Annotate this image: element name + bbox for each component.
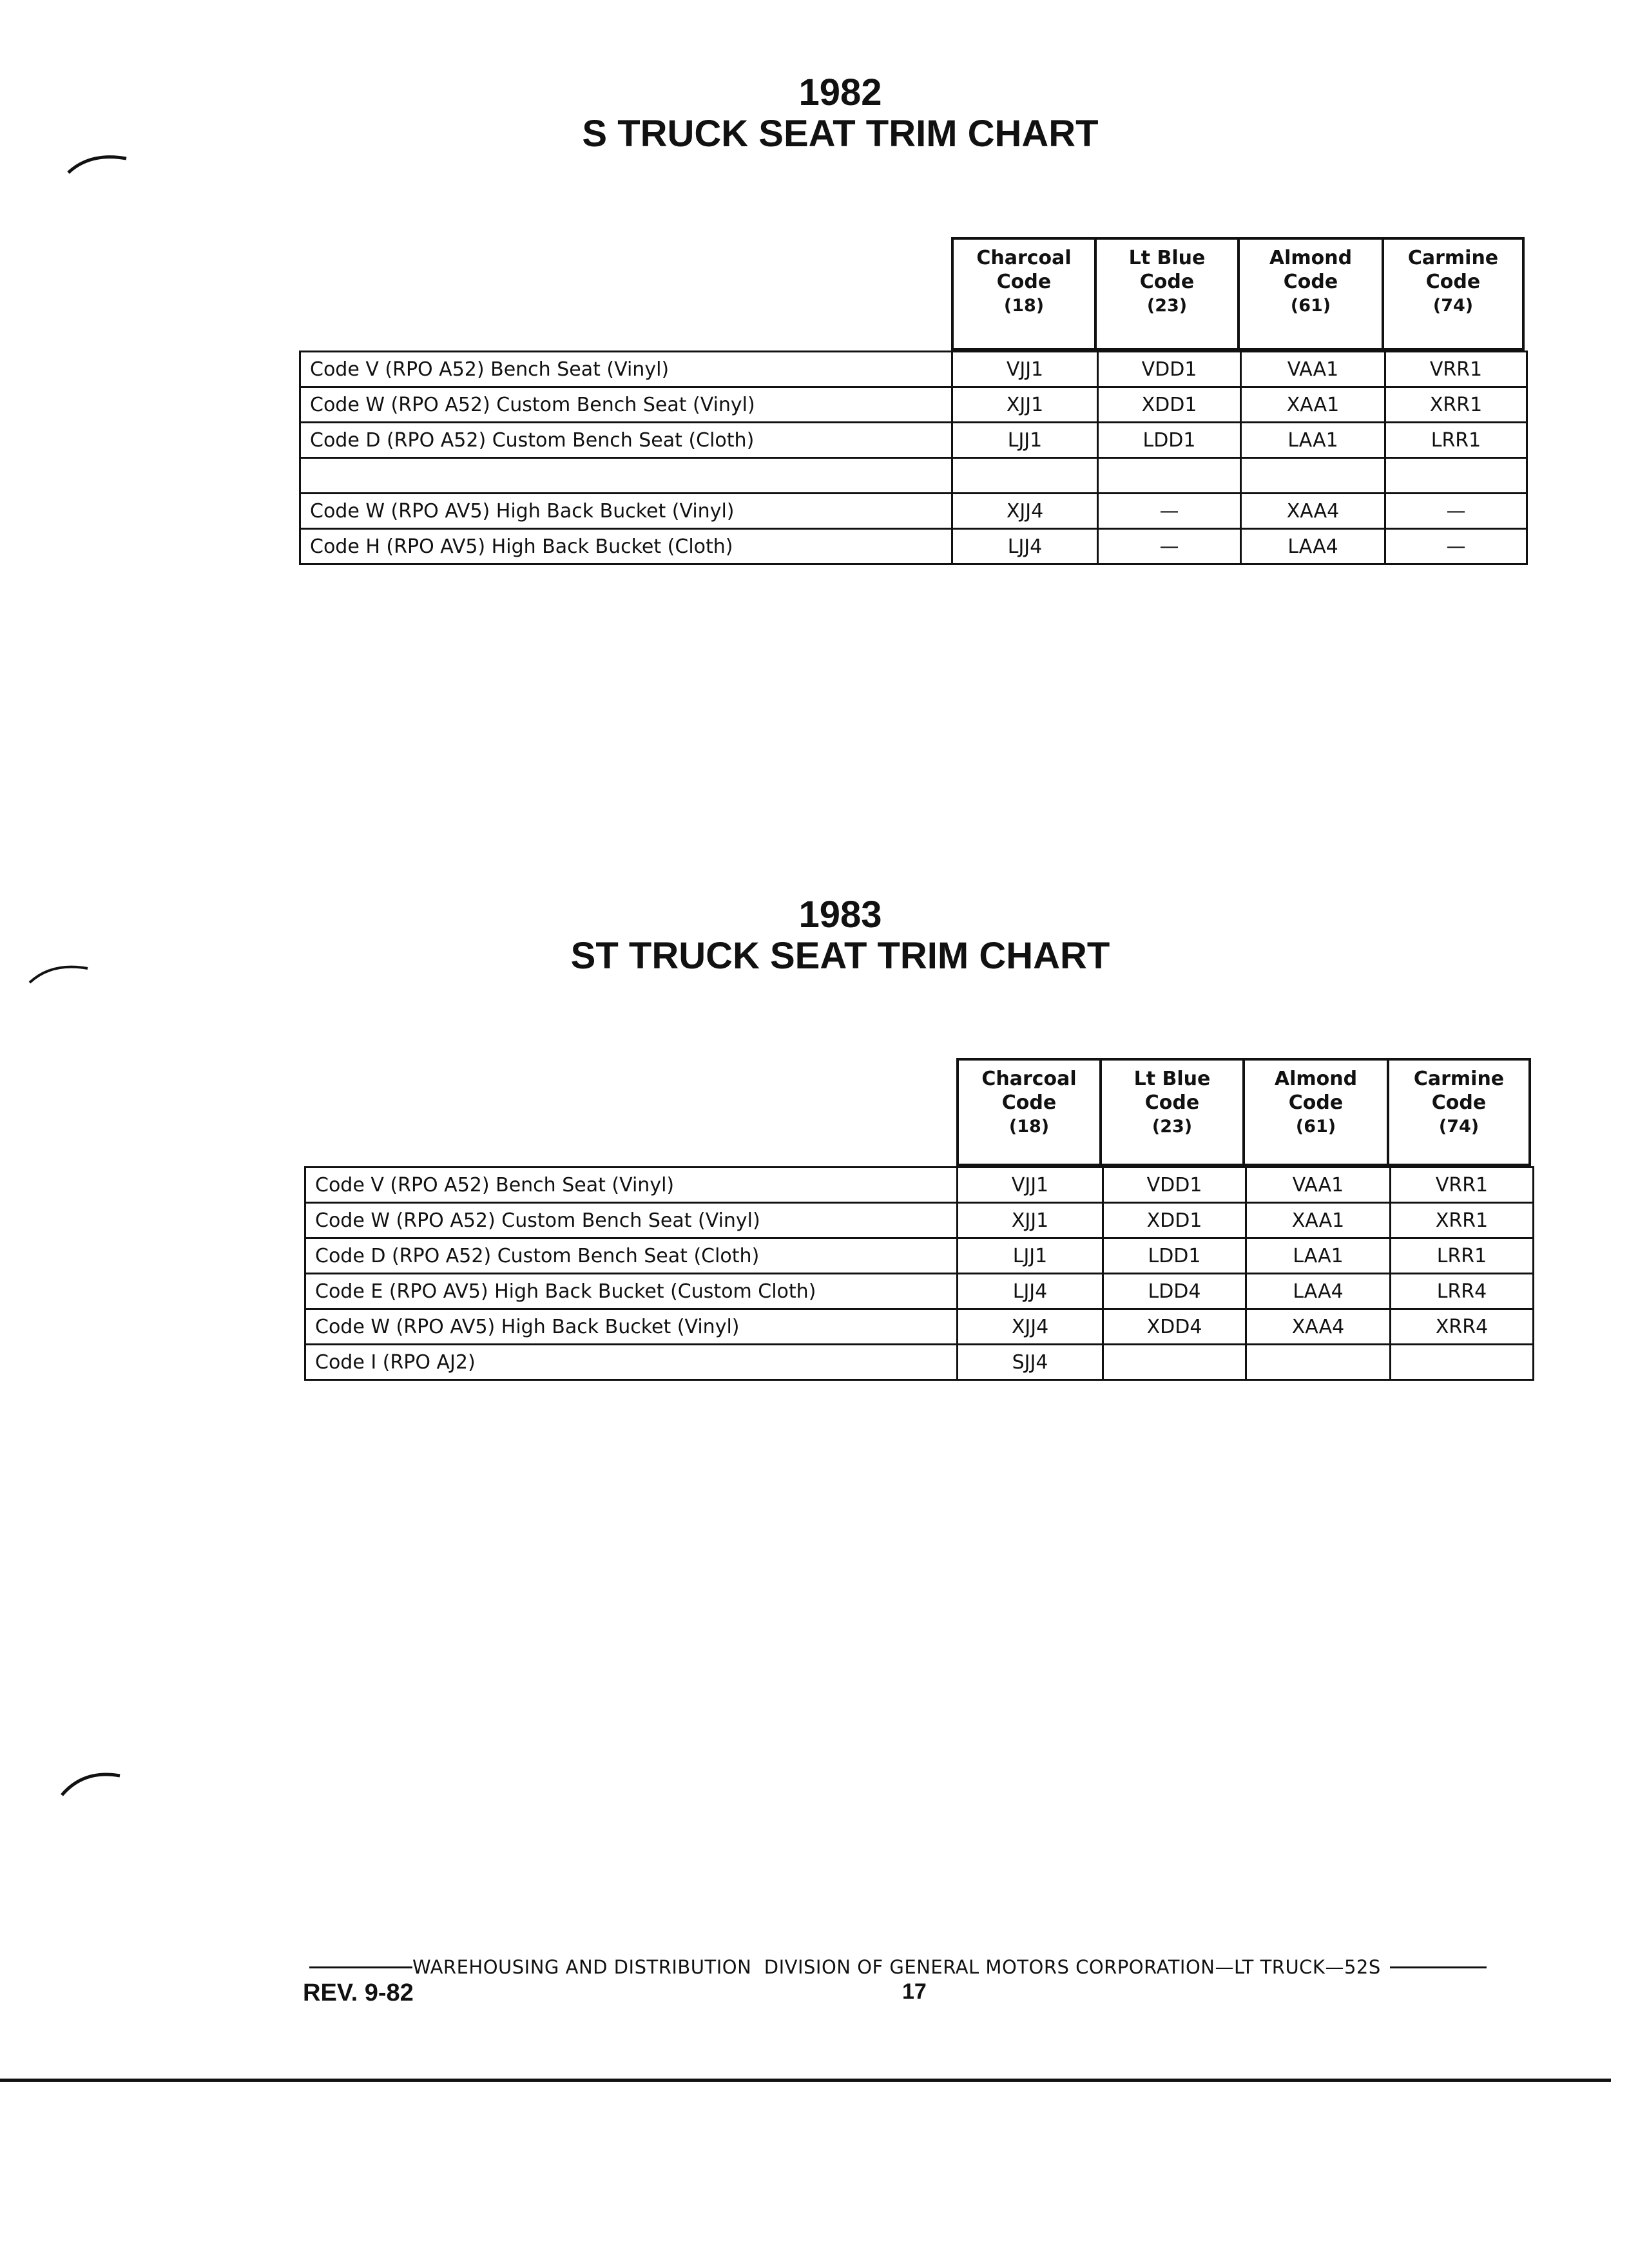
footer-text: WAREHOUSING AND DISTRIBUTION DIVISION OF GENERAL MOTORS CORPORATION—LT TRUCK—52S (412, 1956, 1381, 1978)
row-label: Code W (RPO A52) Custom Bench Seat (Vinyl) (300, 387, 952, 423)
chart-1982-column-header (951, 237, 1525, 351)
trim-code-cell (1098, 458, 1241, 494)
trim-code-cell: LAA4 (1246, 1274, 1391, 1309)
trim-code-cell: XJJ1 (958, 1203, 1103, 1238)
trim-code-cell: XJJ4 (952, 494, 1098, 529)
trim-code-cell: VRR1 (1391, 1168, 1534, 1203)
table-row (305, 1309, 1534, 1345)
trim-code-cell: LDD4 (1103, 1274, 1246, 1309)
footer-dash-right (1390, 1966, 1487, 1968)
table-row (305, 1238, 1534, 1274)
trim-code-cell (1391, 1345, 1534, 1380)
footer-line (309, 1956, 1540, 1978)
trim-code-cell: — (1098, 494, 1241, 529)
column-header-lt-blue: Lt Blue Code (23) (1097, 237, 1240, 351)
row-label (300, 458, 952, 494)
table-row (300, 352, 1527, 387)
trim-code-cell: VAA1 (1241, 352, 1385, 387)
trim-code-cell: XRR1 (1391, 1203, 1534, 1238)
trim-code-cell: — (1385, 494, 1527, 529)
chart-1983-table (304, 1166, 1534, 1381)
column-header-carmine: Carmine Code (74) (1384, 237, 1525, 351)
trim-code-cell: LAA4 (1241, 529, 1385, 564)
trim-code-cell: — (1098, 529, 1241, 564)
table-row (305, 1203, 1534, 1238)
column-header-almond: Almond Code (61) (1245, 1058, 1389, 1166)
trim-code-cell: — (1385, 529, 1527, 564)
column-header-almond: Almond Code (61) (1240, 237, 1384, 351)
chart-1982-title: S TRUCK SEAT TRIM CHART (582, 113, 1099, 155)
trim-code-cell: XAA1 (1241, 387, 1385, 423)
trim-code-cell: XDD4 (1103, 1309, 1246, 1345)
table-row (300, 494, 1527, 529)
trim-code-cell: LJJ4 (952, 529, 1098, 564)
trim-code-cell: LAA1 (1246, 1238, 1391, 1274)
chart-1983-column-header (956, 1058, 1531, 1166)
table-row (300, 529, 1527, 564)
bottom-rule (0, 2079, 1611, 2082)
table-row (300, 387, 1527, 423)
table-row (300, 458, 1527, 494)
row-label: Code W (RPO AV5) High Back Bucket (Vinyl) (300, 494, 952, 529)
row-label: Code E (RPO AV5) High Back Bucket (Custom Cloth) (305, 1274, 958, 1309)
trim-code-cell: VDD1 (1103, 1168, 1246, 1203)
trim-code-cell: VAA1 (1246, 1168, 1391, 1203)
row-label: Code D (RPO A52) Custom Bench Seat (Cloth) (305, 1238, 958, 1274)
trim-code-cell: VJJ1 (958, 1168, 1103, 1203)
trim-code-cell (1103, 1345, 1246, 1380)
row-label: Code D (RPO A52) Custom Bench Seat (Cloth) (300, 423, 952, 458)
trim-code-cell: XJJ4 (958, 1309, 1103, 1345)
column-header-charcoal: Charcoal Code (18) (956, 1058, 1102, 1166)
table-row (305, 1345, 1534, 1380)
trim-code-cell: XAA1 (1246, 1203, 1391, 1238)
row-label: Code V (RPO A52) Bench Seat (Vinyl) (305, 1168, 958, 1203)
trim-code-cell (1241, 458, 1385, 494)
column-header-charcoal: Charcoal Code (18) (951, 237, 1097, 351)
row-label: Code I (RPO AJ2) (305, 1345, 958, 1380)
trim-code-cell: LRR1 (1391, 1238, 1534, 1274)
revision-label: REV. 9-82 (303, 1979, 414, 2006)
chart-1982-table (299, 351, 1528, 565)
trim-code-cell: XDD1 (1098, 387, 1241, 423)
page-number: 17 (902, 1979, 927, 2004)
trim-code-cell: LJJ1 (952, 423, 1098, 458)
row-label: Code H (RPO AV5) High Back Bucket (Cloth) (300, 529, 952, 564)
table-row (300, 423, 1527, 458)
chart-1982-title-block (26, 72, 1629, 155)
trim-code-cell: LAA1 (1241, 423, 1385, 458)
chart-1983-title-block (26, 894, 1629, 977)
trim-code-cell: LJJ1 (958, 1238, 1103, 1274)
trim-code-cell (1246, 1345, 1391, 1380)
table-row (305, 1274, 1534, 1309)
punch-mark (58, 1765, 129, 1804)
column-header-carmine: Carmine Code (74) (1389, 1058, 1531, 1166)
trim-code-cell: XJJ1 (952, 387, 1098, 423)
trim-code-cell: XAA4 (1241, 494, 1385, 529)
trim-code-cell: VJJ1 (952, 352, 1098, 387)
row-label: Code W (RPO A52) Custom Bench Seat (Vinyl) (305, 1203, 958, 1238)
trim-code-cell: LJJ4 (958, 1274, 1103, 1309)
chart-1982-year: 1982 (798, 72, 882, 113)
trim-code-cell: VRR1 (1385, 352, 1527, 387)
footer-dash-left (309, 1966, 412, 1968)
trim-code-cell (952, 458, 1098, 494)
column-header-lt-blue: Lt Blue Code (23) (1102, 1058, 1245, 1166)
trim-code-cell: VDD1 (1098, 352, 1241, 387)
trim-code-cell: LRR1 (1385, 423, 1527, 458)
trim-code-cell: XDD1 (1103, 1203, 1246, 1238)
trim-code-cell: XAA4 (1246, 1309, 1391, 1345)
trim-code-cell: XRR1 (1385, 387, 1527, 423)
trim-code-cell: XRR4 (1391, 1309, 1534, 1345)
trim-code-cell: LDD1 (1098, 423, 1241, 458)
chart-1983-title: ST TRUCK SEAT TRIM CHART (570, 935, 1110, 977)
trim-code-cell: SJJ4 (958, 1345, 1103, 1380)
row-label: Code V (RPO A52) Bench Seat (Vinyl) (300, 352, 952, 387)
trim-code-cell: LDD1 (1103, 1238, 1246, 1274)
row-label: Code W (RPO AV5) High Back Bucket (Vinyl) (305, 1309, 958, 1345)
trim-code-cell: LRR4 (1391, 1274, 1534, 1309)
trim-code-cell (1385, 458, 1527, 494)
chart-1983-year: 1983 (798, 894, 882, 936)
table-row (305, 1168, 1534, 1203)
